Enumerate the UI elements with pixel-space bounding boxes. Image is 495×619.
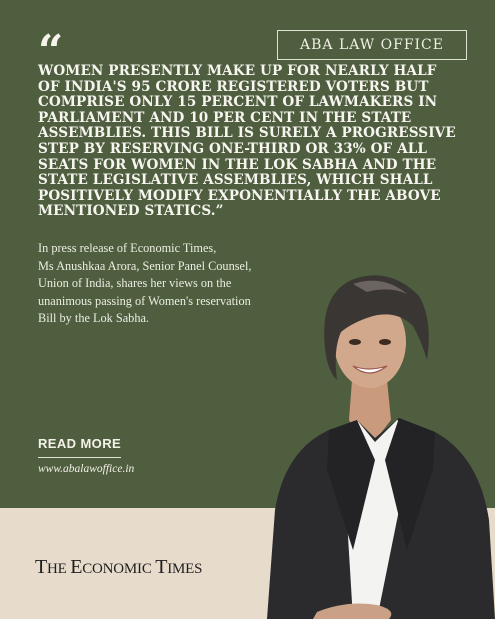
- read-more-link[interactable]: READ MORE: [38, 436, 122, 451]
- quote-line: ASSEMBLIES. THIS BILL IS SURELY A PROGRESSIVE: [38, 125, 456, 142]
- quote-line: MENTIONED STATICS.”: [38, 203, 224, 220]
- quote-line: OF INDIA'S 95 CRORE REGISTERED VOTERS BUT: [38, 78, 429, 95]
- website-link[interactable]: www.abalawoffice.in: [38, 463, 135, 475]
- quote-line: COMPRISE ONLY 15 PERCENT OF LAWMAKERS IN: [38, 94, 438, 111]
- attribution-line: Ms Anushkaa Arora, Senior Panel Counsel,: [38, 258, 252, 273]
- quote-line: STEP BY RESERVING ONE-THIRD OR 33% OF ALL: [38, 140, 428, 157]
- quote-line: PARLIAMENT AND 10 PER CENT IN THE STATE: [38, 109, 412, 126]
- quote-text: [38, 63, 456, 220]
- brand-label: ABA LAW OFFICE: [299, 37, 444, 53]
- quote-line: WOMEN PRESENTLY MAKE UP FOR NEARLY HALF: [38, 63, 437, 79]
- portrait-photo: [257, 260, 495, 619]
- economic-times-logo: THE ECONOMIC TIMES: [35, 556, 203, 578]
- quote-mark-icon: “: [38, 26, 64, 77]
- attribution-line: Bill by the Lok Sabha.: [38, 311, 150, 326]
- portrait-eye-left: [349, 339, 361, 345]
- brand-badge: [277, 30, 467, 60]
- attribution-line: Union of India, shares her views on the: [38, 276, 232, 291]
- attribution-line: unanimous passing of Women's reservation: [38, 293, 251, 308]
- attribution-line: In press release of Economic Times,: [38, 241, 217, 255]
- portrait-eye-right: [379, 339, 391, 345]
- quote-line: SEATS FOR WOMEN IN THE LOK SABHA AND THE: [38, 156, 437, 173]
- quote-line: POSITIVELY MODIFY EXPONENTIALLY THE ABOVE: [38, 187, 441, 204]
- divider: [38, 457, 121, 458]
- quote-line: STATE LEGISLATIVE ASSEMBLIES, WHICH SHALL: [38, 172, 433, 189]
